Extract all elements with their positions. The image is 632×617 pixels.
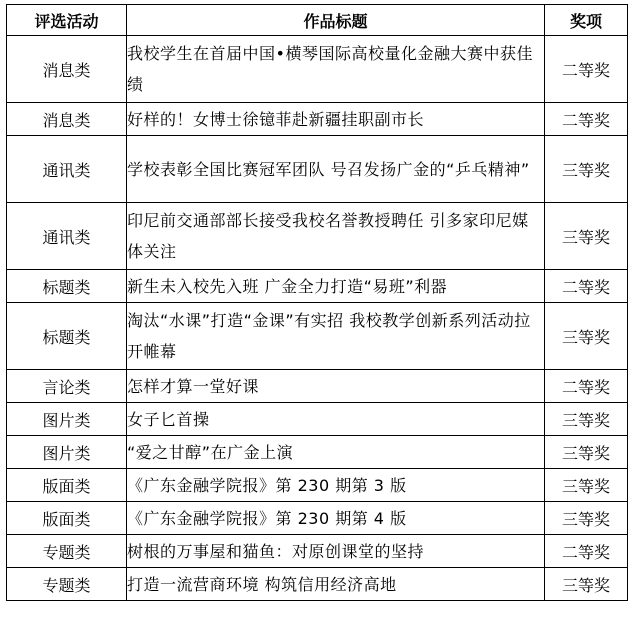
category-cell: 消息类 (7, 103, 127, 136)
category-cell: 通讯类 (7, 203, 127, 270)
category-cell: 专题类 (7, 535, 127, 568)
title-cell: 怎样才算一堂好课 (127, 370, 545, 403)
category-cell: 通讯类 (7, 136, 127, 203)
category-cell: 消息类 (7, 36, 127, 103)
title-cell: 学校表彰全国比赛冠军团队 号召发扬广金的“乒乓精神” (127, 136, 545, 203)
table-row (7, 36, 628, 103)
award-cell: 三等奖 (545, 203, 628, 270)
awards-table (6, 4, 628, 601)
category-cell: 专题类 (7, 568, 127, 601)
title-cell: 我校学生在首届中国•横琴国际高校量化金融大赛中获佳绩 (127, 36, 545, 103)
title-cell: 《广东金融学院报》第 230 期第 3 版 (127, 469, 545, 502)
title-cell: 淘汰“水课”打造“金课”有实招 我校教学创新系列活动拉开帷幕 (127, 303, 545, 370)
award-cell: 三等奖 (545, 303, 628, 370)
category-cell: 标题类 (7, 303, 127, 370)
header-category: 评选活动 (7, 5, 127, 36)
award-cell: 三等奖 (545, 436, 628, 469)
title-cell: “爱之甘醇”在广金上演 (127, 436, 545, 469)
category-cell: 版面类 (7, 469, 127, 502)
table-row (7, 535, 628, 568)
award-cell: 三等奖 (545, 403, 628, 436)
title-cell: 印尼前交通部部长接受我校名誉教授聘任 引多家印尼媒体关注 (127, 203, 545, 270)
category-cell: 图片类 (7, 436, 127, 469)
table-row (7, 469, 628, 502)
award-cell: 二等奖 (545, 270, 628, 303)
header-award: 奖项 (545, 5, 628, 36)
table-row (7, 103, 628, 136)
table-row (7, 270, 628, 303)
award-cell: 二等奖 (545, 36, 628, 103)
table-row (7, 203, 628, 270)
table-row (7, 568, 628, 601)
table-row (7, 303, 628, 370)
category-cell: 言论类 (7, 370, 127, 403)
category-cell: 标题类 (7, 270, 127, 303)
award-cell: 三等奖 (545, 469, 628, 502)
table-row (7, 370, 628, 403)
award-cell: 三等奖 (545, 502, 628, 535)
title-cell: 女子匕首操 (127, 403, 545, 436)
award-cell: 二等奖 (545, 370, 628, 403)
header-row (7, 5, 628, 36)
award-cell: 二等奖 (545, 103, 628, 136)
header-title: 作品标题 (127, 5, 545, 36)
award-cell: 三等奖 (545, 568, 628, 601)
category-cell: 版面类 (7, 502, 127, 535)
title-cell: 树根的万事屋和猫鱼：对原创课堂的坚持 (127, 535, 545, 568)
category-cell: 图片类 (7, 403, 127, 436)
table-row (7, 502, 628, 535)
table-row (7, 436, 628, 469)
award-cell: 三等奖 (545, 136, 628, 203)
title-cell: 打造一流营商环境 构筑信用经济高地 (127, 568, 545, 601)
table-row (7, 136, 628, 203)
award-cell: 二等奖 (545, 535, 628, 568)
table-row (7, 403, 628, 436)
title-cell: 新生未入校先入班 广金全力打造“易班”利器 (127, 270, 545, 303)
title-cell: 好样的！女博士徐镱菲赴新疆挂职副市长 (127, 103, 545, 136)
title-cell: 《广东金融学院报》第 230 期第 4 版 (127, 502, 545, 535)
